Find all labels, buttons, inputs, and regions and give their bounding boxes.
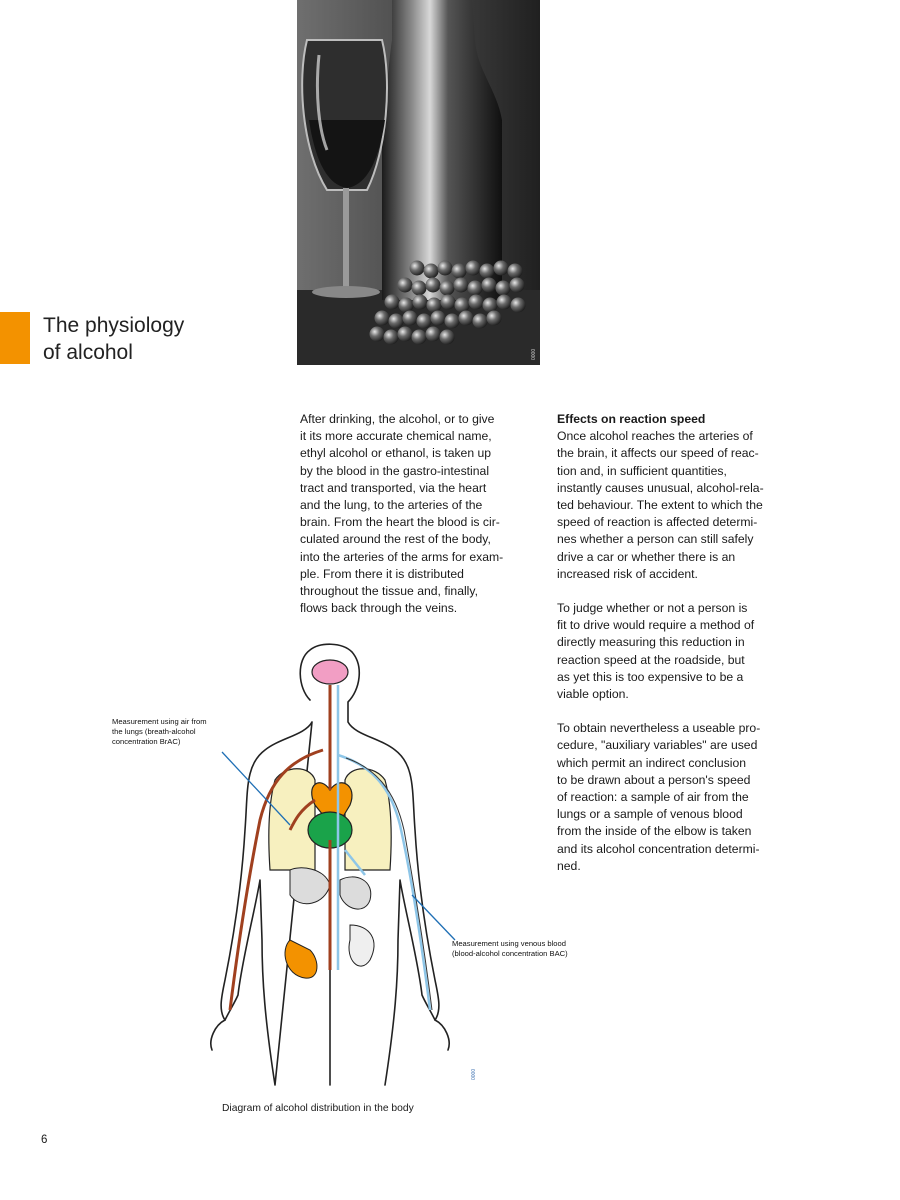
grape [496, 281, 511, 296]
body-line: it its more accurate chemical name, [300, 429, 492, 444]
grape [440, 330, 455, 345]
body-line: To obtain nevertheless a useable pro- [557, 721, 761, 736]
grape [454, 278, 469, 293]
body-line: ethyl alcohol or ethanol, is taken up [300, 446, 492, 461]
grape [438, 261, 453, 276]
body-line: instantly causes unusual, alcohol-rela- [557, 480, 764, 495]
body-line: as yet this is too expensive to be a [557, 669, 744, 684]
body-line: throughout the tissue and, finally, [300, 584, 478, 599]
body-line: To judge whether or not a person is [557, 601, 748, 616]
grape [424, 264, 439, 279]
grape [468, 281, 483, 296]
body-line: and its alcohol concentration determi- [557, 841, 760, 856]
grape [494, 261, 509, 276]
breath-label-line: concentration BrAC) [112, 737, 181, 746]
body-line: into the arteries of the arms for exam- [300, 549, 504, 564]
body-line: fit to drive would require a method of [557, 618, 755, 633]
grape [487, 311, 502, 326]
grape [389, 314, 404, 329]
grape [399, 298, 414, 313]
grape [385, 295, 400, 310]
body-line: by the blood in the gastro-intestinal [300, 463, 490, 478]
body-line: viable option. [557, 687, 629, 702]
body-line: culated around the rest of the body, [300, 532, 491, 547]
grape [480, 264, 495, 279]
grape [426, 327, 441, 342]
body-line: from the inside of the elbow is taken [557, 824, 752, 839]
body-line: drive a car or whether there is an [557, 549, 736, 564]
section-subheading: Effects on reaction speed [557, 412, 706, 426]
grape [466, 261, 481, 276]
grape [412, 281, 427, 296]
grape [483, 298, 498, 313]
body-line: brain. From the heart the blood is cir- [300, 515, 500, 530]
grape [511, 298, 526, 313]
grape [473, 314, 488, 329]
title-line-1: The physiology [43, 314, 185, 337]
svg-text:0000: 0000 [531, 348, 537, 360]
grape [510, 278, 525, 293]
body-line: Once alcohol reaches the arteries of [557, 429, 753, 444]
body-line: cedure, "auxiliary variables" are used [557, 738, 758, 753]
grape [427, 298, 442, 313]
body-line: nes whether a person can still safely [557, 532, 754, 547]
reaction-speed-text [557, 428, 805, 875]
breath-label-line: the lungs (breath-alcohol [112, 727, 196, 736]
grape [459, 311, 474, 326]
body-line: tract and transported, via the heart [300, 480, 487, 495]
body-line: flows back through the veins. [300, 601, 458, 616]
breath-measurement-label [112, 717, 207, 747]
svg-text:0000: 0000 [471, 1068, 477, 1080]
grape [455, 298, 470, 313]
body-line: increased risk of accident. [557, 566, 698, 581]
grape [452, 264, 467, 279]
grape [410, 261, 425, 276]
reaction-speed-column [557, 411, 805, 892]
grape [398, 327, 413, 342]
grape [441, 295, 456, 310]
grape [370, 327, 385, 342]
body-line: to be drawn about a person's speed [557, 772, 751, 787]
body-line: speed of reaction is affected determi- [557, 515, 758, 530]
diagram-caption: Diagram of alcohol distribution in the body [222, 1103, 414, 1114]
body-line: ned. [557, 858, 581, 873]
grape [440, 281, 455, 296]
grape [398, 278, 413, 293]
body-line: reaction speed at the roadside, but [557, 652, 745, 667]
accent-block [0, 312, 30, 364]
body-line: and the lung, to the arteries of the [300, 498, 483, 513]
body-line: After drinking, the alcohol, or to give [300, 412, 495, 426]
paragraph [557, 428, 805, 583]
grape [375, 311, 390, 326]
body-line: directly measuring this reduction in [557, 635, 745, 650]
grape [384, 330, 399, 345]
grape [417, 314, 432, 329]
grape [497, 295, 512, 310]
body-line: the brain, it affects our speed of reac- [557, 446, 759, 461]
grape [445, 314, 460, 329]
paragraph [557, 720, 805, 875]
breath-label-line: Measurement using air from [112, 717, 207, 726]
paragraph [557, 600, 805, 703]
grape [469, 295, 484, 310]
body-line: of reaction: a sample of air from the [557, 790, 749, 805]
wine-photo [297, 0, 540, 365]
grape [482, 278, 497, 293]
body-diagram [180, 640, 480, 1090]
body-line: ted behaviour. The extent to which the [557, 498, 763, 513]
body-line: tion and, in sufficient quantities, [557, 463, 727, 478]
grape [508, 264, 523, 279]
blood-measurement-label [452, 939, 568, 959]
blood-label-line: (blood-alcohol concentration BAC) [452, 949, 568, 958]
intro-column [300, 411, 532, 617]
body-line: which permit an indirect conclusion [557, 755, 746, 770]
body-line: lungs or a sample of venous blood [557, 807, 743, 822]
title-line-2: of alcohol [43, 341, 133, 364]
page-title [43, 312, 184, 366]
grape [431, 311, 446, 326]
grape [413, 295, 428, 310]
grape [426, 278, 441, 293]
page-number: 6 [41, 1134, 48, 1146]
grape [412, 330, 427, 345]
body-line: ple. From there it is distributed [300, 566, 464, 581]
blood-label-line: Measurement using venous blood [452, 939, 566, 948]
grape [403, 311, 418, 326]
